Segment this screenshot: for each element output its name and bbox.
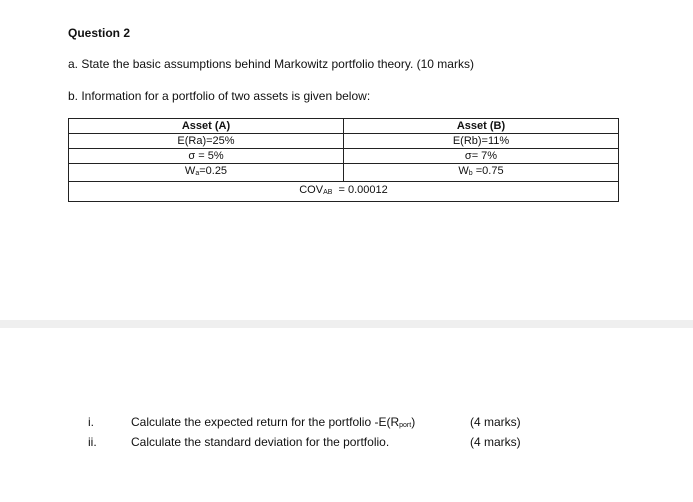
question-text-prefix: Calculate the expected return for the portfolio -E(R xyxy=(131,415,400,429)
part-a-text: a. State the basic assumptions behind Markowitz portfolio theory. (10 marks) xyxy=(68,57,474,71)
std-dev-b: σ= 7% xyxy=(344,149,619,164)
covariance-cell xyxy=(69,182,619,202)
expected-return-a: E(Ra)=25% xyxy=(69,134,344,149)
weight-b xyxy=(344,164,619,182)
weight-b-sub: b xyxy=(468,170,473,177)
question-marks: (4 marks) xyxy=(470,435,521,449)
question-text-suffix: ) xyxy=(411,415,416,429)
table-row xyxy=(69,134,619,149)
weight-b-value: =0.75 xyxy=(472,165,504,177)
question-numeral: i. xyxy=(88,415,94,429)
cov-sub: AB xyxy=(323,189,333,196)
question-title: Question 2 xyxy=(68,26,131,40)
std-dev-a: σ = 5% xyxy=(69,149,344,164)
weight-b-prefix: W xyxy=(458,165,469,177)
question-text xyxy=(131,415,415,429)
expected-return-b: E(Rb)=11% xyxy=(344,134,619,149)
header-asset-a: Asset (A) xyxy=(69,119,344,134)
table-row xyxy=(69,149,619,164)
part-b-text: b. Information for a portfolio of two assets is given below: xyxy=(68,89,371,103)
question-text-sub: port xyxy=(399,422,412,429)
cov-prefix: COV xyxy=(299,184,324,196)
asset-table xyxy=(68,118,619,202)
question-marks: (4 marks) xyxy=(470,415,521,429)
header-asset-b: Asset (B) xyxy=(344,119,619,134)
table-row xyxy=(69,182,619,202)
table-row xyxy=(69,164,619,182)
weight-a-value: =0.25 xyxy=(199,165,228,177)
question-numeral: ii. xyxy=(88,435,97,449)
cov-value: = 0.00012 xyxy=(332,184,388,196)
weight-a xyxy=(69,164,344,182)
table-header-row xyxy=(69,119,619,134)
page-divider xyxy=(0,320,693,328)
question-text: Calculate the standard deviation for the portfolio. xyxy=(131,435,390,449)
weight-a-prefix: W xyxy=(184,165,196,177)
weight-a-sub: a xyxy=(195,170,200,177)
